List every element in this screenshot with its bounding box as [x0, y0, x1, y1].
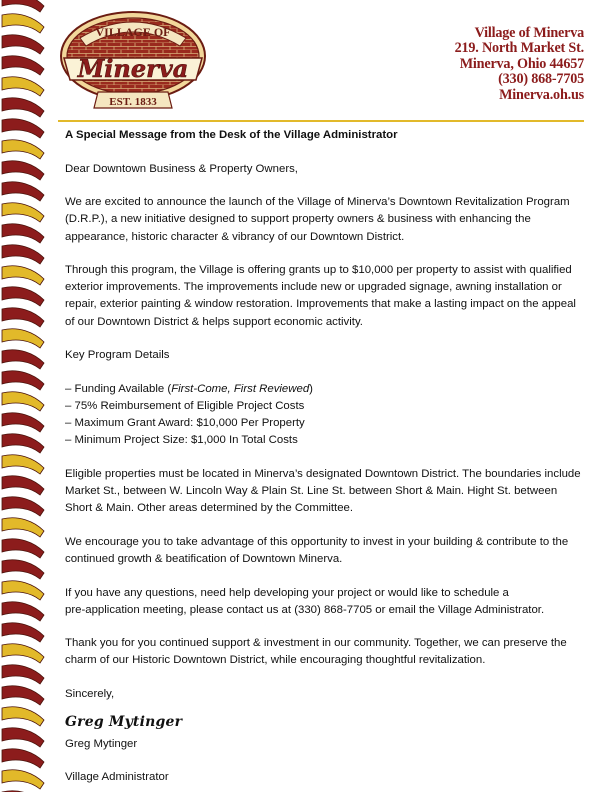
- ribbon-segment: [2, 707, 44, 726]
- ribbon-segment: [2, 119, 44, 138]
- ribbon-segment: [2, 35, 44, 54]
- ribbon-segment: [2, 245, 44, 264]
- ribbon-segment: [2, 182, 44, 201]
- ribbon-segment: [2, 224, 44, 243]
- ribbon-segment: [2, 476, 44, 495]
- letter-paragraph-2: Through this program, the Village is offering grants up to $10,000 per property to assist with qualified exterior improvements. The improvements include new or upgraded signage, awning installation or repair, exterior painting & window restoration. Improvements that make a lasting impact on the appeal of our Downtown District & helps support economic activity.: [65, 264, 576, 328]
- address-block: [455, 26, 584, 103]
- detail-item-funding-note: First-Come, First Reviewed: [171, 382, 310, 395]
- letter-paragraph-5-line-1: If you have any questions, need help developing your project or would like to schedule a: [65, 586, 509, 599]
- ribbon-segment: [2, 161, 44, 180]
- detail-item-funding-prefix: – Funding Available (: [65, 382, 172, 395]
- ribbon-segment: [2, 77, 44, 96]
- logo-top-text: VILLAGE OF: [95, 25, 171, 39]
- detail-item-funding-suffix: ): [309, 382, 313, 395]
- ribbon-segment: [2, 560, 44, 579]
- logo-name: Minerva: [77, 54, 189, 83]
- ribbon-segment: [2, 434, 44, 453]
- letter-paragraph-4: We encourage you to take advantage of this opportunity to invest in your building & contribute to the continued growth & beatification of Downtown Minerva.: [65, 535, 569, 565]
- header-divider: [58, 120, 584, 122]
- ribbon-segment: [2, 623, 44, 642]
- ribbon-segment: [2, 350, 44, 369]
- address-village: Village of Minerva: [474, 25, 584, 41]
- letter-paragraph-1: We are excited to announce the launch of the Village of Minerva’s Downtown Revitalization Program (D.R.P.), a new initiative designed to support property owners & business with enhancing the appearance, historic character & vibrancy of our Downtown District.: [65, 196, 570, 243]
- ribbon-segment: [2, 602, 44, 621]
- ribbon-segment: [2, 56, 44, 75]
- detail-item-maximum: – Maximum Grant Award: $10,000 Per Property: [65, 417, 305, 430]
- letter-closing: Sincerely,: [65, 688, 115, 701]
- ribbon-segment: [2, 749, 44, 768]
- ribbon-segment: [2, 728, 44, 747]
- ribbon-segment: [2, 0, 44, 12]
- letter-body: [65, 127, 585, 803]
- ribbon-segment: [2, 308, 44, 327]
- ribbon-segment: [2, 497, 44, 516]
- letter-heading: A Special Message from the Desk of the Village Administrator: [65, 129, 398, 141]
- ribbon-segment: [2, 329, 44, 348]
- decorative-ribbon-border: [0, 0, 46, 792]
- detail-item-minimum: – Minimum Project Size: $1,000 In Total Costs: [65, 434, 298, 447]
- ribbon-segment: [2, 14, 44, 33]
- address-street: 219. North Market St.: [454, 40, 584, 57]
- ribbon-segment: [2, 287, 44, 306]
- letter-paragraph-3: Eligible properties must be located in Minerva’s designated Downtown District. The boundaries include Market St., between W. Lincoln Way & Plain St. Line St. between Short & Main. Hight St. between Short & Main. Other areas determined by the Committee.: [65, 467, 581, 515]
- ribbon-segment: [2, 413, 44, 432]
- ribbon-segment: [2, 266, 44, 285]
- letter-greeting: Dear Downtown Business & Property Owners,: [65, 162, 298, 175]
- program-details-title: Key Program Details: [65, 349, 170, 362]
- ribbon-segment: [2, 644, 44, 663]
- letter-paragraph-5: [65, 585, 585, 619]
- detail-item-reimbursement: – 75% Reimbursement of Eligible Project Costs: [65, 400, 305, 412]
- detail-item-funding: [65, 381, 585, 398]
- ribbon-segment: [2, 98, 44, 117]
- letter-paragraph-6: Thank you for you continued support & investment in our community. Together, we can preserve the charm of our Historic Downtown District, while encouraging thoughtful revitalization.: [65, 637, 567, 667]
- signer-title: Village Administrator: [65, 771, 169, 784]
- program-details-list: [65, 381, 585, 449]
- signature: Greg Mytinger: [65, 713, 183, 730]
- signer-name: Greg Mytinger: [65, 737, 138, 750]
- address-website[interactable]: Minerva.oh.us: [499, 86, 584, 103]
- address-phone: (330) 868-7705: [498, 71, 584, 88]
- village-logo: [58, 8, 208, 116]
- ribbon-segment: [2, 665, 44, 684]
- ribbon-segment: [2, 140, 44, 159]
- letter-paragraph-5-line-2: pre-application meeting, please contact us at (330) 868-7705 or email the Village Administrator.: [65, 603, 545, 616]
- ribbon-segment: [2, 455, 44, 474]
- ribbon-segment: [2, 686, 44, 705]
- ribbon-segment: [2, 770, 44, 789]
- ribbon-segment: [2, 581, 44, 600]
- logo-est: EST. 1833: [109, 96, 157, 108]
- ribbon-segment: [2, 203, 44, 222]
- ribbon-segment: [2, 539, 44, 558]
- address-city: Minerva, Ohio 44657: [459, 55, 584, 72]
- ribbon-segment: [2, 392, 44, 411]
- ribbon-segment: [2, 518, 44, 537]
- ribbon-segment: [2, 371, 44, 390]
